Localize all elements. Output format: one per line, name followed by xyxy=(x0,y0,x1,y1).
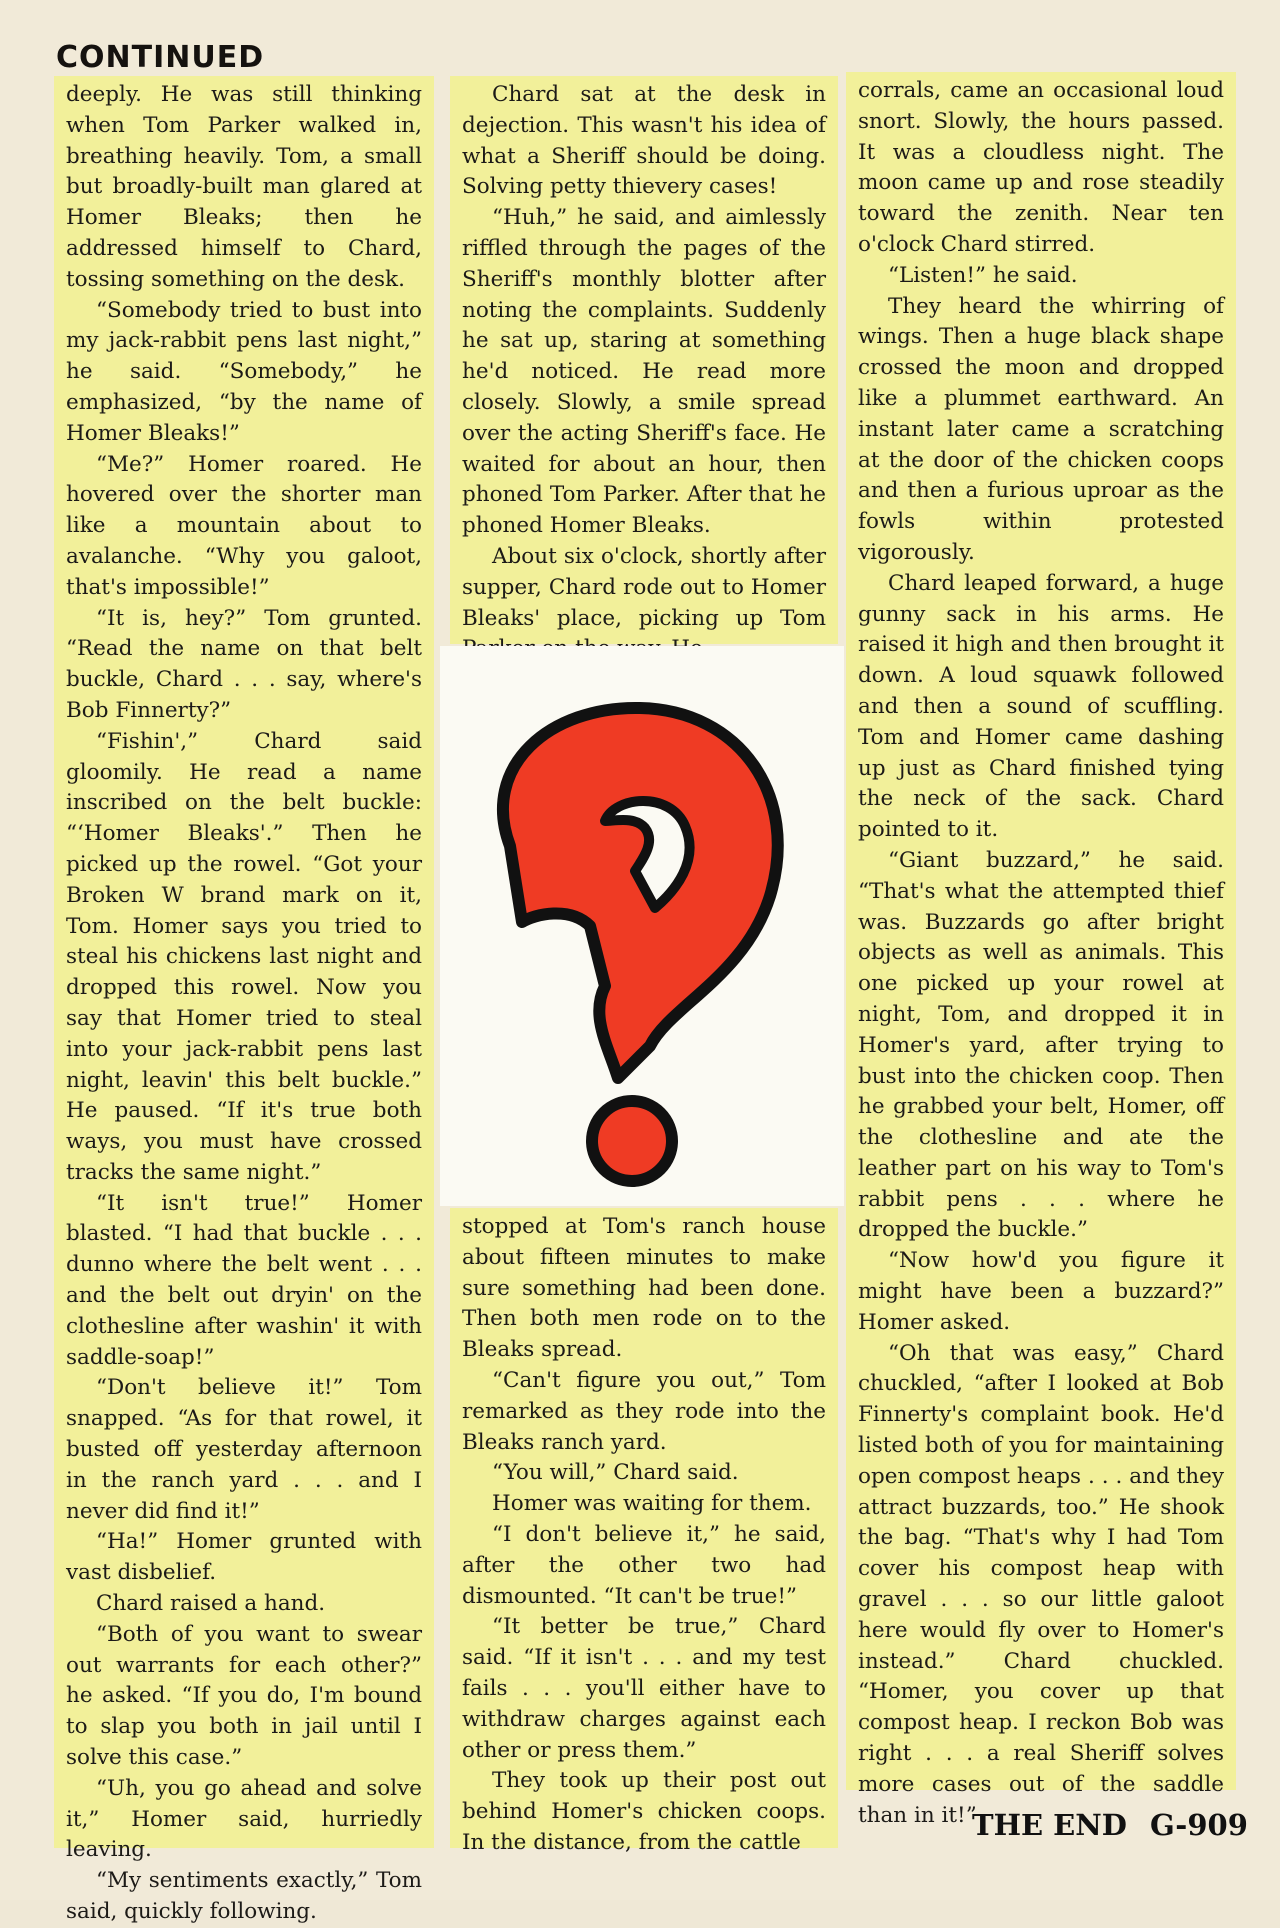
paragraph: “Giant buzzard,” he said. “That's what the attempted thief was. Buzzards go after bright objects as well as animals. This one picked up your rowel at night, Tom, and dropped it in Homer's yard, after trying to bust into the chicken coop. Then he grabbed your belt, Homer, off the clothesline and ate the leather part on his way to Tom's rabbit pens . . . where he dropped the buckle.” xyxy=(858,847,1224,1243)
paragraph: “Me?” Homer roared. He hovered over the shorter man like a mountain about to avalanche. “Why you galoot, that's impossible!” xyxy=(66,451,422,600)
paragraph: “You will,” Chard said. xyxy=(492,1460,739,1486)
paragraph: “My sentiments exactly,” Tom said, quickly following. xyxy=(66,1868,422,1925)
paragraph: deeply. He was still thinking when Tom Parker walked in, breathing heavily. Tom, a small but broadly-built man glared at Homer Bleaks; then he addressed himself to Chard, tossing something on the desk. xyxy=(66,82,422,292)
paragraph: “Can't figure you out,” Tom remarked as they rode into the Bleaks ranch yard. xyxy=(462,1367,826,1455)
paragraph: They heard the whirring of wings. Then a huge black shape crossed the moon and dropped like a plummet earthward. An instant later came a scratching at the door of the chicken coops and then a furious uproar as the fowls within protested vigorously. xyxy=(858,293,1224,565)
paragraph: corrals, came an occasional loud snort. Slowly, the hours passed. It was a cloudless night. The moon came up and rose steadily toward the zenith. Near ten o'clock Chard stirred. xyxy=(858,78,1224,257)
text-column-middle-bottom xyxy=(450,1208,838,1855)
paragraph: “Somebody tried to bust into my jack-rabbit pens last night,” he said. “Somebody,” he emphasized, “by the name of Homer Bleaks!” xyxy=(66,297,422,446)
paragraph: “Ha!” Homer grunted with vast disbelief. xyxy=(66,1529,422,1586)
the-end-label: THE END xyxy=(972,1808,1127,1842)
paragraph: “Uh, you go ahead and solve it,” Homer said, hurriedly leaving. xyxy=(66,1775,422,1863)
text-column-left xyxy=(54,76,434,1925)
paragraph: stopped at Tom's ranch house about fifteen minutes to make sure something had been done. Then both men rode on to the Bleaks spread. xyxy=(462,1214,826,1363)
paragraph: “Oh that was easy,” Chard chuckled, “after I looked at Bob Finnerty's complaint book. He'd listed both of you for maintaining open compost heaps . . . and they attract buzzards, too.” He shook the bag. “That's why I had Tom cover his compost heap with gravel . . . so our little galoot here would fly over to Homer's instead.” Chard chuckled. “Homer, you cover up that compost heap. I reckon Bob was right . . . a real Sheriff solves more cases out of the saddle than in it!” xyxy=(858,1340,1224,1828)
paragraph: Chard sat at the desk in dejection. This wasn't his idea of what a Sheriff should be doing. Solving petty thievery cases! xyxy=(462,82,826,200)
paragraph: “It is, hey?” Tom grunted. “Read the name on that belt buckle, Chard . . . say, where's Bob Finnerty?” xyxy=(66,605,422,723)
paragraph: “Huh,” he said, and aimlessly riffled through the pages of the Sheriff's monthly blotter after noting the complaints. Suddenly he sat up, staring at something he'd noticed. He read more closely. Slowly, a smile spread over the acting Sheriff's face. He waited for about an hour, then phoned Tom Parker. After that he phoned Homer Bleaks. xyxy=(462,205,826,539)
text-column-middle-top xyxy=(450,76,838,644)
paragraph: “Don't believe it!” Tom snapped. “As for that rowel, it busted off yesterday afternoon in the ranch yard . . . and I never did find it!” xyxy=(66,1375,422,1524)
continued-header: CONTINUED xyxy=(56,40,265,75)
paragraph: They took up their post out behind Homer's chicken coops. In the distance, from the cattle xyxy=(462,1768,826,1855)
paragraph: “It better be true,” Chard said. “If it isn't . . . and my test fails . . . you'll either have to withdraw charges against each other or press them.” xyxy=(462,1614,826,1763)
question-mark-icon xyxy=(440,646,844,1206)
question-mark-illustration xyxy=(440,646,844,1206)
paragraph: Homer was waiting for them. xyxy=(492,1491,812,1517)
paragraph: “Listen!” he said. xyxy=(888,262,1078,288)
paragraph: “It isn't true!” Homer blasted. “I had that buckle . . . dunno where the belt went . . . and the belt out dryin' on the clothesline after washin' it with saddle-soap!” xyxy=(66,1190,422,1370)
paragraph: “Fishin',” Chard said gloomily. He read a name inscribed on the belt buckle: “‘Homer Bleaks'.” Then he picked up the rowel. “Got your Broken W brand mark on it, Tom. Homer says you tried to steal his chickens last night and dropped this rowel. Now you say that Homer tried to steal into your jack-rabbit pens last night, leavin' this belt buckle.” He paused. “If it's true both ways, you must have crossed tracks the same night.” xyxy=(66,728,422,1185)
paragraph: Chard leaped forward, a huge gunny sack in his arms. He raised it high and then brought it down. A loud squawk followed and then a sound of scuffling. Tom and Homer came dashing up just as Chard finished tying the neck of the sack. Chard pointed to it. xyxy=(858,570,1224,843)
paragraph: “I don't believe it,” he said, after the other two had dismounted. “It can't be true!” xyxy=(462,1521,826,1609)
paragraph: Chard raised a hand. xyxy=(96,1591,326,1617)
paragraph: About six o'clock, shortly after supper, Chard rode out to Homer Bleaks' place, picking up Tom xyxy=(462,543,826,631)
paragraph: “Now how'd you figure it might have been a buzzard?” Homer asked. xyxy=(858,1248,1224,1335)
page-code-label: G-909 xyxy=(1150,1808,1248,1842)
paragraph: “Both of you want to swear out warrants for each other?” he asked. “If you do, I'm bound to slap you both in jail until I solve this case.” xyxy=(66,1621,422,1771)
